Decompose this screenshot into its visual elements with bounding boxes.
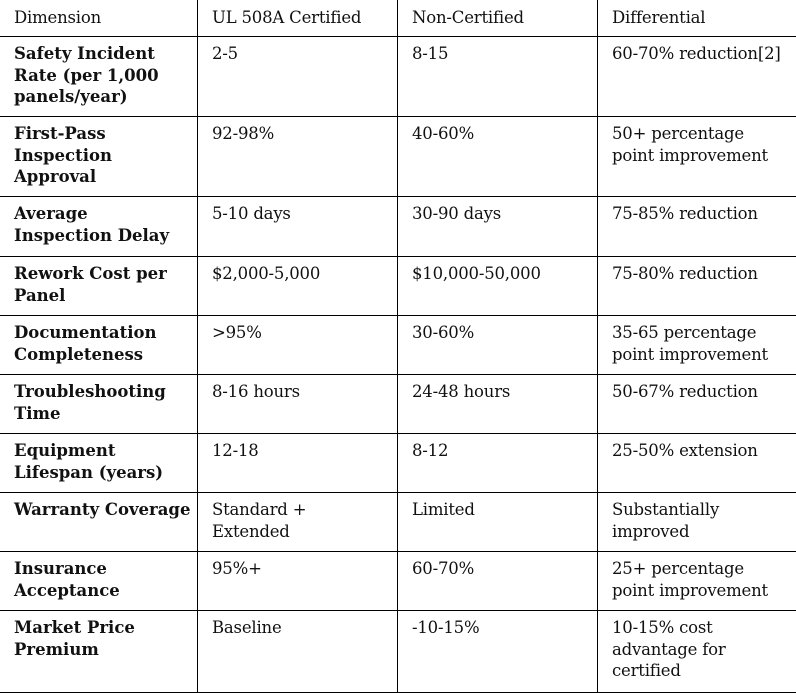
cell-dimension: Rework Cost per Panel	[0, 257, 198, 316]
cell-certified: 5-10 days	[198, 197, 398, 257]
cell-differential: 25-50% extension	[598, 434, 796, 493]
header-dimension: Dimension	[0, 0, 198, 37]
table-row	[0, 552, 796, 611]
cell-certified: 95%+	[198, 552, 398, 611]
cell-differential: Substantially improved	[598, 493, 796, 552]
cell-differential: 75-80% reduction	[598, 257, 796, 316]
table-row	[0, 493, 796, 552]
cell-differential: 50+ percentage point improvement	[598, 117, 796, 197]
cell-non-certified: 30-60%	[398, 316, 598, 375]
cell-certified: Standard + Extended	[198, 493, 398, 552]
cell-non-certified: 8-12	[398, 434, 598, 493]
cell-differential: 25+ percentage point improvement	[598, 552, 796, 611]
cell-dimension: Insurance Acceptance	[0, 552, 198, 611]
cell-dimension: Safety Incident Rate (per 1,000 panels/year)	[0, 37, 198, 117]
cell-dimension: Equipment Lifespan (years)	[0, 434, 198, 493]
table-row	[0, 37, 796, 117]
cell-dimension: Troubleshooting Time	[0, 375, 198, 434]
cell-non-certified: -10-15%	[398, 611, 598, 693]
cell-differential: 10-15% cost advantage for certified	[598, 611, 796, 693]
cell-certified: 8-16 hours	[198, 375, 398, 434]
cell-non-certified: 30-90 days	[398, 197, 598, 257]
cell-dimension: Warranty Coverage	[0, 493, 198, 552]
table-row	[0, 197, 796, 257]
table-row	[0, 375, 796, 434]
cell-dimension: First-Pass Inspection Approval	[0, 117, 198, 197]
cell-differential: 50-67% reduction	[598, 375, 796, 434]
cell-non-certified: 40-60%	[398, 117, 598, 197]
header-differential: Differential	[598, 0, 796, 37]
cell-non-certified: 8-15	[398, 37, 598, 117]
table-row	[0, 316, 796, 375]
header-non-certified: Non-Certified	[398, 0, 598, 37]
cell-non-certified: $10,000-50,000	[398, 257, 598, 316]
header-ul508a-certified: UL 508A Certified	[198, 0, 398, 37]
cell-certified: Baseline	[198, 611, 398, 693]
cell-certified: >95%	[198, 316, 398, 375]
table-row	[0, 611, 796, 693]
cell-dimension: Average Inspection Delay	[0, 197, 198, 257]
cell-differential: 75-85% reduction	[598, 197, 796, 257]
table-row	[0, 117, 796, 197]
table-row	[0, 257, 796, 316]
cell-differential: 35-65 percentage point improvement	[598, 316, 796, 375]
cell-dimension: Documentation Completeness	[0, 316, 198, 375]
cell-certified: 2-5	[198, 37, 398, 117]
table-row	[0, 434, 796, 493]
cell-certified: 12-18	[198, 434, 398, 493]
cell-certified: $2,000-5,000	[198, 257, 398, 316]
cell-differential: 60-70% reduction[2]	[598, 37, 796, 117]
cell-certified: 92-98%	[198, 117, 398, 197]
cell-dimension: Market Price Premium	[0, 611, 198, 693]
cell-non-certified: 24-48 hours	[398, 375, 598, 434]
cell-non-certified: 60-70%	[398, 552, 598, 611]
cell-non-certified: Limited	[398, 493, 598, 552]
table-header-row	[0, 0, 796, 37]
